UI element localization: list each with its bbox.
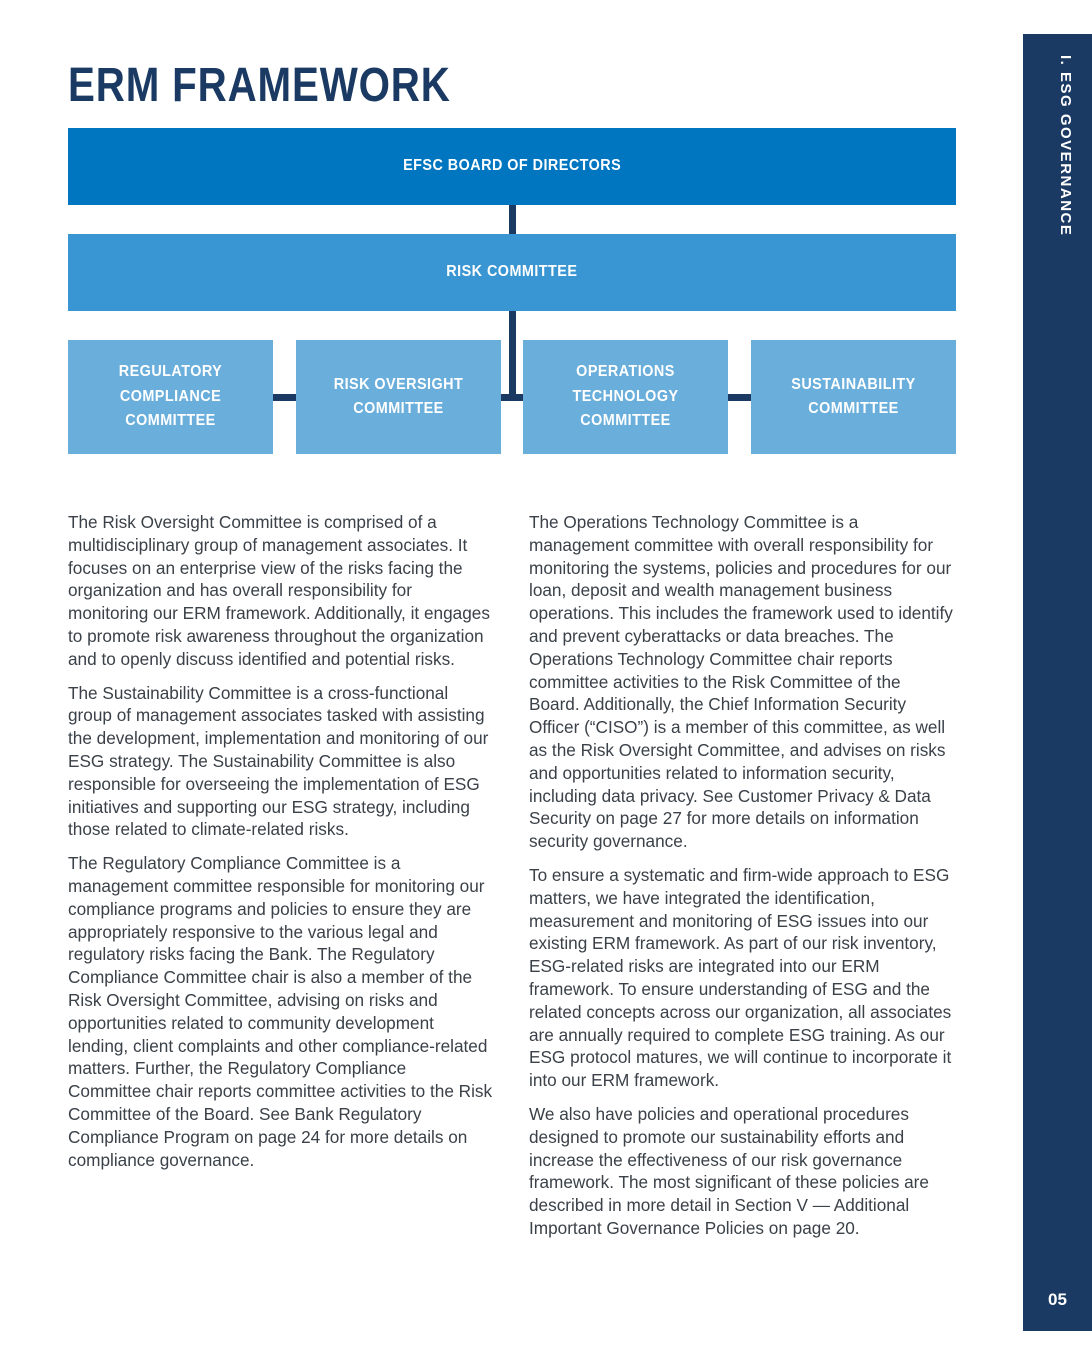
paragraph-sustainability: The Sustainability Committee is a cross-functional group of management associates tasked with assisting the development, implementation and monitoring of our ESG strategy. The Sustainability Committee is also responsible for overseeing the implementation of ESG initiatives and supporting our ESG strategy, including those related to climate-related risks. [68, 682, 489, 840]
connector-horizontal-3 [728, 394, 751, 401]
connector-horizontal-2 [500, 394, 523, 401]
paragraph-policies: We also have policies and operational procedures designed to promote our sustainability efforts and increase the effectiveness of our risk governance framework. The most significant of these policies are described in more detail in Section V — Additional Important Governance Policies on page 20. [529, 1103, 929, 1238]
subcommittee-label: RISK OVERSIGHT COMMITTEE [333, 375, 464, 417]
operations-technology-committee-box [523, 340, 728, 454]
subcommittee-label: SUSTAINABILITY COMMITTEE [791, 375, 916, 417]
regulatory-compliance-committee-box [68, 340, 273, 454]
connector-horizontal-1 [273, 394, 296, 401]
board-of-directors-label: EFSC BOARD OF DIRECTORS [402, 157, 622, 175]
risk-oversight-committee-box [296, 340, 501, 454]
subcommittee-label: REGULATORY COMPLIANCE COMMITTEE [118, 363, 223, 430]
risk-committee-box [68, 234, 956, 311]
paragraph-esg-integration: To ensure a systematic and firm-wide approach to ESG matters, we have integrated the identification, measurement and monitoring of ESG issues into our existing ERM framework. As part of our risk inventory, ESG-related risks are integrated into our ERM framework. To ensure understanding of ESG and the related concepts across our organization, all associates are annually required to complete ESG training. As our ESG protocol matures, we will continue to incorporate it into our ERM framework. [529, 864, 952, 1091]
connector-risk-to-subcommittees [509, 311, 516, 400]
body-column-right [529, 511, 955, 1251]
paragraph-risk-oversight: The Risk Oversight Committee is comprised of a multidisciplinary group of management associates. It focuses on an enterprise view of the risks facing the organization and has overall responsibility for monitoring our ERM framework. Additionally, it engages to promote risk awareness throughout the organization and to openly discuss identified and potential risks. [68, 512, 490, 669]
page-number: 05 [1048, 1290, 1067, 1309]
subcommittee-label: OPERATIONS TECHNOLOGY COMMITTEE [572, 363, 679, 430]
connector-board-to-risk [509, 205, 516, 234]
page-title: ERM FRAMEWORK [68, 59, 451, 112]
section-tab-label: I. ESG GOVERNANCE [1057, 55, 1074, 237]
paragraph-regulatory-compliance: The Regulatory Compliance Committee is a management committee responsible for monitoring our compliance programs and policies to ensure they are appropriately responsive to the various legal and regulatory risks facing the Bank. The Regulatory Compliance Committee chair is also a member of the Risk Oversight Committee, advising on risks and opportunities related to community development lending, client complaints and other compliance-related matters. Further, the Regulatory Compliance Committee chair reports committee activities to the Risk Committee of the Board. See Bank Regulatory Compliance Program on page 24 for more details on compliance governance. [68, 853, 493, 1170]
paragraph-operations-technology: The Operations Technology Committee is a management committee with overall responsibility for monitoring the systems, policies and procedures for our loan, deposit and wealth management business operations. This includes the framework used to identify and prevent cyberattacks or data breaches. The Operations Technology Committee chair reports committee activities to the Risk Committee of the Board. Additionally, the Chief Information Security Officer (“CISO”) is a member of this committee, as well as the Risk Oversight Committee, and advises on risks and opportunities related to information security, including data privacy. See Customer Privacy & Data Security on page 27 for more details on information security governance. [529, 512, 953, 852]
board-of-directors-box [68, 128, 956, 205]
sustainability-committee-box [751, 340, 956, 454]
body-column-left [68, 511, 494, 1182]
risk-committee-label: RISK COMMITTEE [446, 263, 578, 281]
